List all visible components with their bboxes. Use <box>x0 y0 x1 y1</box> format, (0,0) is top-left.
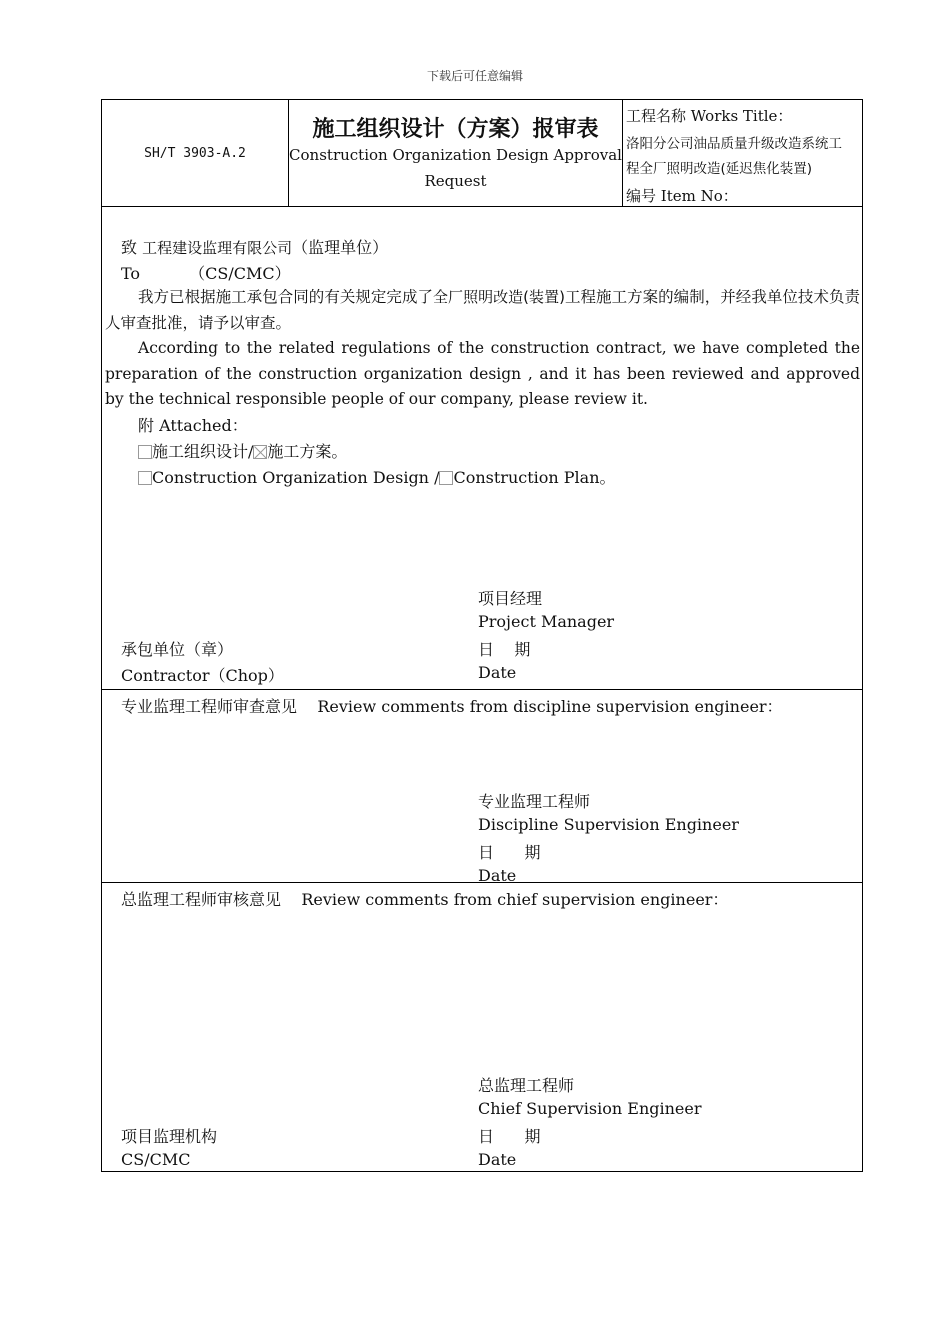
date-en: Date <box>478 663 517 682</box>
project-manager-en: Project Manager <box>478 612 615 631</box>
body-cn-before: 我方已根据施工承包合同的有关规定完成了 <box>138 288 434 306</box>
discipline-engineer-cn: 专业监理工程师 <box>478 792 591 811</box>
project-name: 全厂照明改造(装置) <box>433 288 565 306</box>
to-suffix: （监理单位） <box>292 238 389 257</box>
chief-date-cn: 日 期 <box>478 1127 541 1146</box>
attach-plan-label-cn: 施工方案。 <box>267 442 348 461</box>
attachment-options-cn <box>138 439 347 462</box>
works-title-label: 工程名称 Works Title： <box>626 107 793 125</box>
submission-body-cn <box>105 285 860 336</box>
item-no-label: 编号 Item No： <box>626 187 738 205</box>
attach-plan-label-en: Construction Plan。 <box>453 468 616 487</box>
form-code: SH/T 3903-A.2 <box>144 146 246 161</box>
chief-review-label: 总监理工程师审核意见 Review comments from chief supervision engineer： <box>121 890 729 909</box>
date-cn: 日 期 <box>478 640 531 659</box>
form-title-cn: 施工组织设计（方案）报审表 <box>312 117 599 142</box>
checkbox-design-en[interactable] <box>138 471 152 485</box>
form-title-en-1: Construction Organization Design Approval <box>289 146 622 164</box>
attachment-options-en <box>138 465 616 488</box>
section-line-1 <box>102 689 862 690</box>
supervision-org-cn: 项目监理机构 <box>121 1127 218 1146</box>
to-prefix: 致 <box>121 238 138 257</box>
discipline-engineer-en: Discipline Supervision Engineer <box>478 815 739 834</box>
contractor-en: Contractor（Chop） <box>121 666 284 685</box>
attach-design-label-cn: 施工组织设计/ <box>152 442 254 461</box>
section-line-2 <box>102 882 862 883</box>
addressee-line-en <box>121 261 291 284</box>
checkbox-plan-en[interactable] <box>439 471 453 485</box>
attached-label: 附 Attached： <box>138 416 248 435</box>
works-title-value-2: 程全厂照明改造(延迟焦化装置) <box>626 161 813 177</box>
discipline-date-en: Date <box>478 866 517 882</box>
body-cn-after: 工程施工方案的编制，并经我单位技术负责人审查批准，请予以审查。 <box>105 288 860 332</box>
project-manager-cn: 项目经理 <box>478 589 543 608</box>
attach-design-label-en: Construction Organization Design / <box>152 468 440 487</box>
form-title-en-2: Request <box>424 172 487 190</box>
checkbox-plan[interactable] <box>253 445 267 459</box>
chief-engineer-en: Chief Supervision Engineer <box>478 1099 702 1118</box>
header-bottom-line <box>102 206 862 207</box>
discipline-review-label: 专业监理工程师审查意见 Review comments from discipline supervision engineer： <box>121 697 783 716</box>
works-title-value-1: 洛阳分公司油品质量升级改造系统工 <box>626 136 842 152</box>
to-en-suffix: （CS/CMC） <box>189 264 291 283</box>
approval-form <box>101 99 863 1172</box>
supervision-company: 工程建设监理有限公司 <box>142 239 293 257</box>
chief-date-en: Date <box>478 1150 517 1169</box>
checkbox-design[interactable] <box>138 445 152 459</box>
chief-engineer-cn: 总监理工程师 <box>478 1076 575 1095</box>
to-en: To <box>121 264 141 283</box>
supervision-org-en: CS/CMC <box>121 1150 191 1169</box>
header-divider-2 <box>622 100 623 206</box>
contractor-cn: 承包单位（章） <box>121 640 234 659</box>
watermark-text: 下载后可任意编辑 <box>426 69 523 83</box>
addressee-line <box>121 235 388 258</box>
submission-body-en: According to the related regulations of the construction contract, we have completed the preparation of the construction organization design , and it has been reviewed and approved by the technical responsible people of our company, please review it. <box>105 339 860 408</box>
discipline-date-cn: 日 期 <box>478 843 541 862</box>
